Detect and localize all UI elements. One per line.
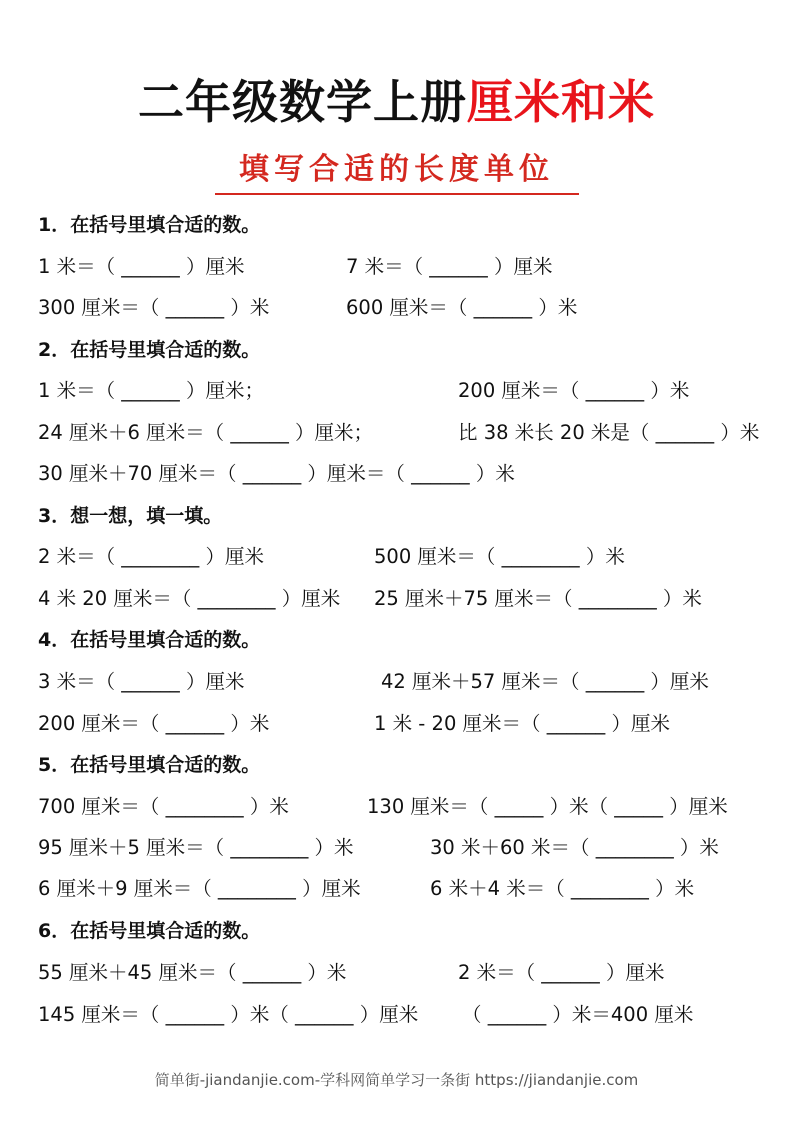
title-red: 厘米和米: [467, 75, 655, 129]
question-2-1: 1 米＝（ ______ ）厘米；: [38, 379, 265, 402]
question-2-5: 30 厘米＋70 厘米＝（ ______ ）厘米＝（ ______ ）米: [38, 462, 515, 485]
title-black: 二年级数学上册: [138, 75, 467, 129]
question-3-2: 500 厘米＝（ ________ ）米: [374, 545, 625, 568]
footer-watermark: 简单街-jiandanjie.com-学科网简单学习一条街 https://jiandanjie.com: [154, 1071, 639, 1089]
question-3-3: 4 米 20 厘米＝（ ________ ）厘米: [38, 587, 341, 610]
question-6-4: （ ______ ）米＝400 厘米: [462, 1003, 694, 1026]
question-1-4: 600 厘米＝（ ______ ）米: [346, 296, 578, 319]
question-6-3: 145 厘米＝（ ______ ）米（ ______ ）厘米: [38, 1003, 419, 1026]
question-2-2: 200 厘米＝（ ______ ）米: [458, 379, 690, 402]
question-5-5: 6 厘米＋9 厘米＝（ ________ ）厘米: [38, 877, 361, 900]
section-2-heading: 2．在括号里填合适的数。: [38, 339, 261, 361]
question-2-4: 比 38 米长 20 米是（ ______ ）米: [458, 421, 760, 444]
question-5-3: 95 厘米＋5 厘米＝（ ________ ）米: [38, 836, 354, 859]
question-5-6: 6 米＋4 米＝（ ________ ）米: [430, 877, 695, 900]
question-2-3: 24 厘米＋6 厘米＝（ ______ ）厘米；: [38, 421, 374, 444]
question-4-3: 200 厘米＝（ ______ ）米: [38, 712, 270, 735]
question-4-2: 42 厘米＋57 厘米＝（ ______ ）厘米: [381, 670, 709, 693]
question-5-4: 30 米＋60 米＝（ ________ ）米: [430, 836, 719, 859]
section-5-heading: 5．在括号里填合适的数。: [38, 754, 261, 776]
question-5-1: 700 厘米＝（ ________ ）米: [38, 795, 289, 818]
question-4-1: 3 米＝（ ______ ）厘米: [38, 670, 245, 693]
question-1-2: 7 米＝（ ______ ）厘米: [346, 255, 553, 278]
section-4-heading: 4．在括号里填合适的数。: [38, 629, 261, 651]
subtitle: 填写合适的长度单位: [239, 152, 554, 187]
subtitle-underline: [215, 193, 579, 195]
question-3-4: 25 厘米＋75 厘米＝（ ________ ）米: [374, 587, 702, 610]
question-1-3: 300 厘米＝（ ______ ）米: [38, 296, 270, 319]
section-1-heading: 1．在括号里填合适的数。: [38, 214, 261, 236]
question-5-2: 130 厘米＝（ _____ ）米（ _____ ）厘米: [367, 795, 728, 818]
question-6-2: 2 米＝（ ______ ）厘米: [458, 961, 665, 984]
question-4-4: 1 米 - 20 厘米＝（ ______ ）厘米: [374, 712, 670, 735]
page-title: [0, 74, 793, 130]
question-1-1: 1 米＝（ ______ ）厘米: [38, 255, 245, 278]
section-3-heading: 3．想一想，填一填。: [38, 505, 223, 527]
subtitle-container: [0, 148, 793, 192]
question-3-1: 2 米＝（ ________ ）厘米: [38, 545, 265, 568]
question-6-1: 55 厘米＋45 厘米＝（ ______ ）米: [38, 961, 347, 984]
section-6-heading: 6．在括号里填合适的数。: [38, 920, 261, 942]
